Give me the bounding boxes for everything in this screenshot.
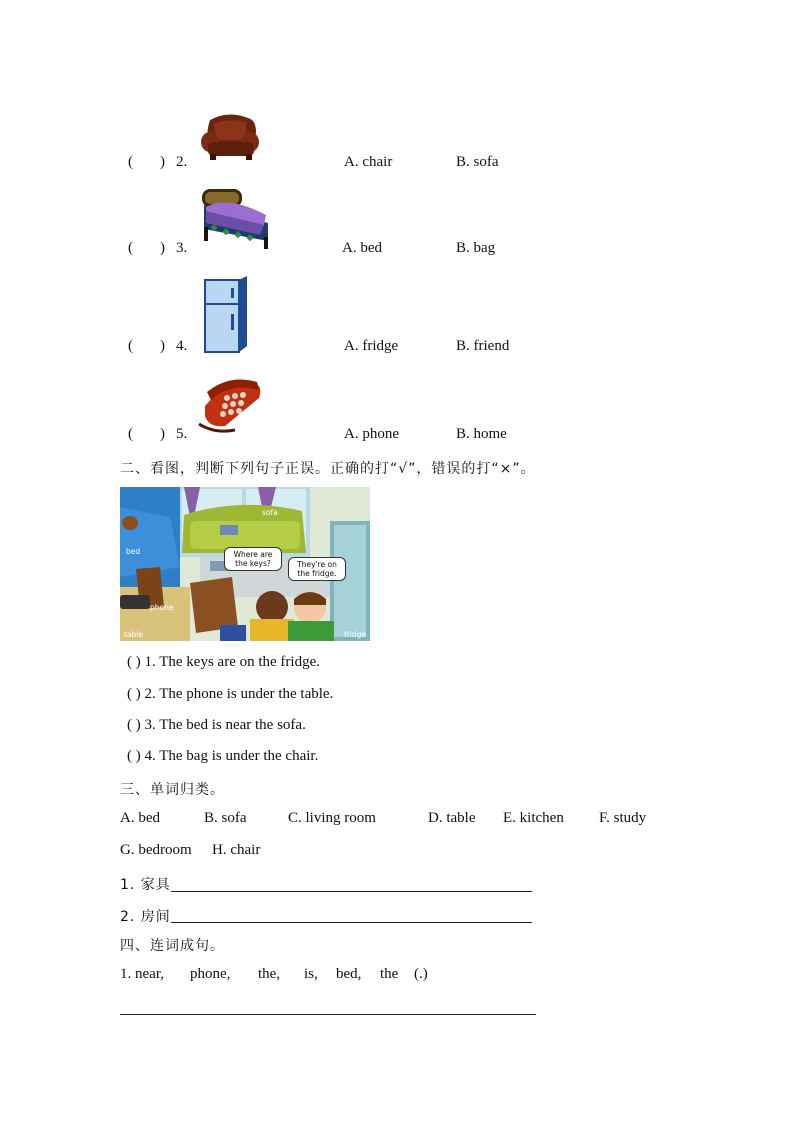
fridge-image	[201, 274, 251, 354]
word-option: E. kitchen	[503, 810, 564, 826]
word-option: G. bedroom	[120, 842, 192, 858]
word-scramble: 1. near,	[120, 966, 164, 982]
answer-bracket: )	[160, 240, 165, 256]
word-scramble: the,	[258, 966, 281, 982]
telephone-image	[195, 376, 265, 434]
word-option: H. chair	[212, 842, 261, 858]
word-option: F. study	[599, 810, 647, 826]
speech-bubble: They're on the fridge.	[288, 557, 346, 581]
answer-bracket: (	[128, 240, 133, 256]
word-option: C. living room	[288, 810, 376, 826]
option-a: A. phone	[344, 426, 399, 442]
word-option: D. table	[428, 810, 476, 826]
question-number: 3.	[176, 240, 188, 256]
speech-bubble: Where are the keys?	[224, 547, 282, 571]
scene-label-sofa: sofa	[262, 508, 278, 517]
word-scramble: bed,	[336, 966, 362, 982]
scene-label-table: table	[124, 630, 143, 639]
section-heading: 四、连词成句。	[120, 938, 225, 954]
room-scene-image	[120, 487, 370, 641]
judge-item: ( ) 1. The keys are on the fridge.	[127, 654, 320, 670]
option-a: A. bed	[342, 240, 382, 256]
answer-bracket: (	[128, 426, 133, 442]
section-heading: 三、单词归类。	[120, 782, 225, 798]
word-scramble: (.)	[414, 966, 428, 982]
scene-label-bed: bed	[126, 547, 141, 556]
judge-item: ( ) 4. The bag is under the chair.	[127, 748, 319, 764]
scene-label-phone: phone	[150, 603, 174, 612]
answer-bracket: (	[128, 154, 133, 170]
answer-bracket: )	[160, 338, 165, 354]
option-b: B. bag	[456, 240, 496, 256]
scene-label-fridge: fridge	[344, 630, 366, 639]
question-number: 4.	[176, 338, 188, 354]
word-scramble: phone,	[190, 966, 231, 982]
answer-bracket: (	[128, 338, 133, 354]
word-option: B. sofa	[204, 810, 247, 826]
section-heading: 二、看图，判断下列句子正误。正确的打“√”，错误的打“×”。	[120, 461, 536, 477]
category-label: 1. 家具	[120, 877, 171, 893]
question-number: 2.	[176, 154, 188, 170]
option-b: B. sofa	[456, 154, 499, 170]
bed-image	[198, 185, 274, 251]
option-a: A. fridge	[344, 338, 399, 354]
judge-item: ( ) 2. The phone is under the table.	[127, 686, 334, 702]
answer-bracket: )	[160, 426, 165, 442]
word-scramble: is,	[304, 966, 318, 982]
answer-bracket: )	[160, 154, 165, 170]
question-number: 5.	[176, 426, 188, 442]
judge-item: ( ) 3. The bed is near the sofa.	[127, 717, 306, 733]
option-b: B. friend	[456, 338, 510, 354]
armchair-image	[198, 112, 260, 162]
option-b: B. home	[456, 426, 507, 442]
answer-line[interactable]	[120, 1014, 536, 1015]
answer-line[interactable]	[171, 891, 532, 892]
word-scramble: the	[380, 966, 399, 982]
category-label: 2. 房间	[120, 909, 171, 925]
option-a: A. chair	[344, 154, 393, 170]
word-option: A. bed	[120, 810, 160, 826]
answer-line[interactable]	[171, 922, 532, 923]
